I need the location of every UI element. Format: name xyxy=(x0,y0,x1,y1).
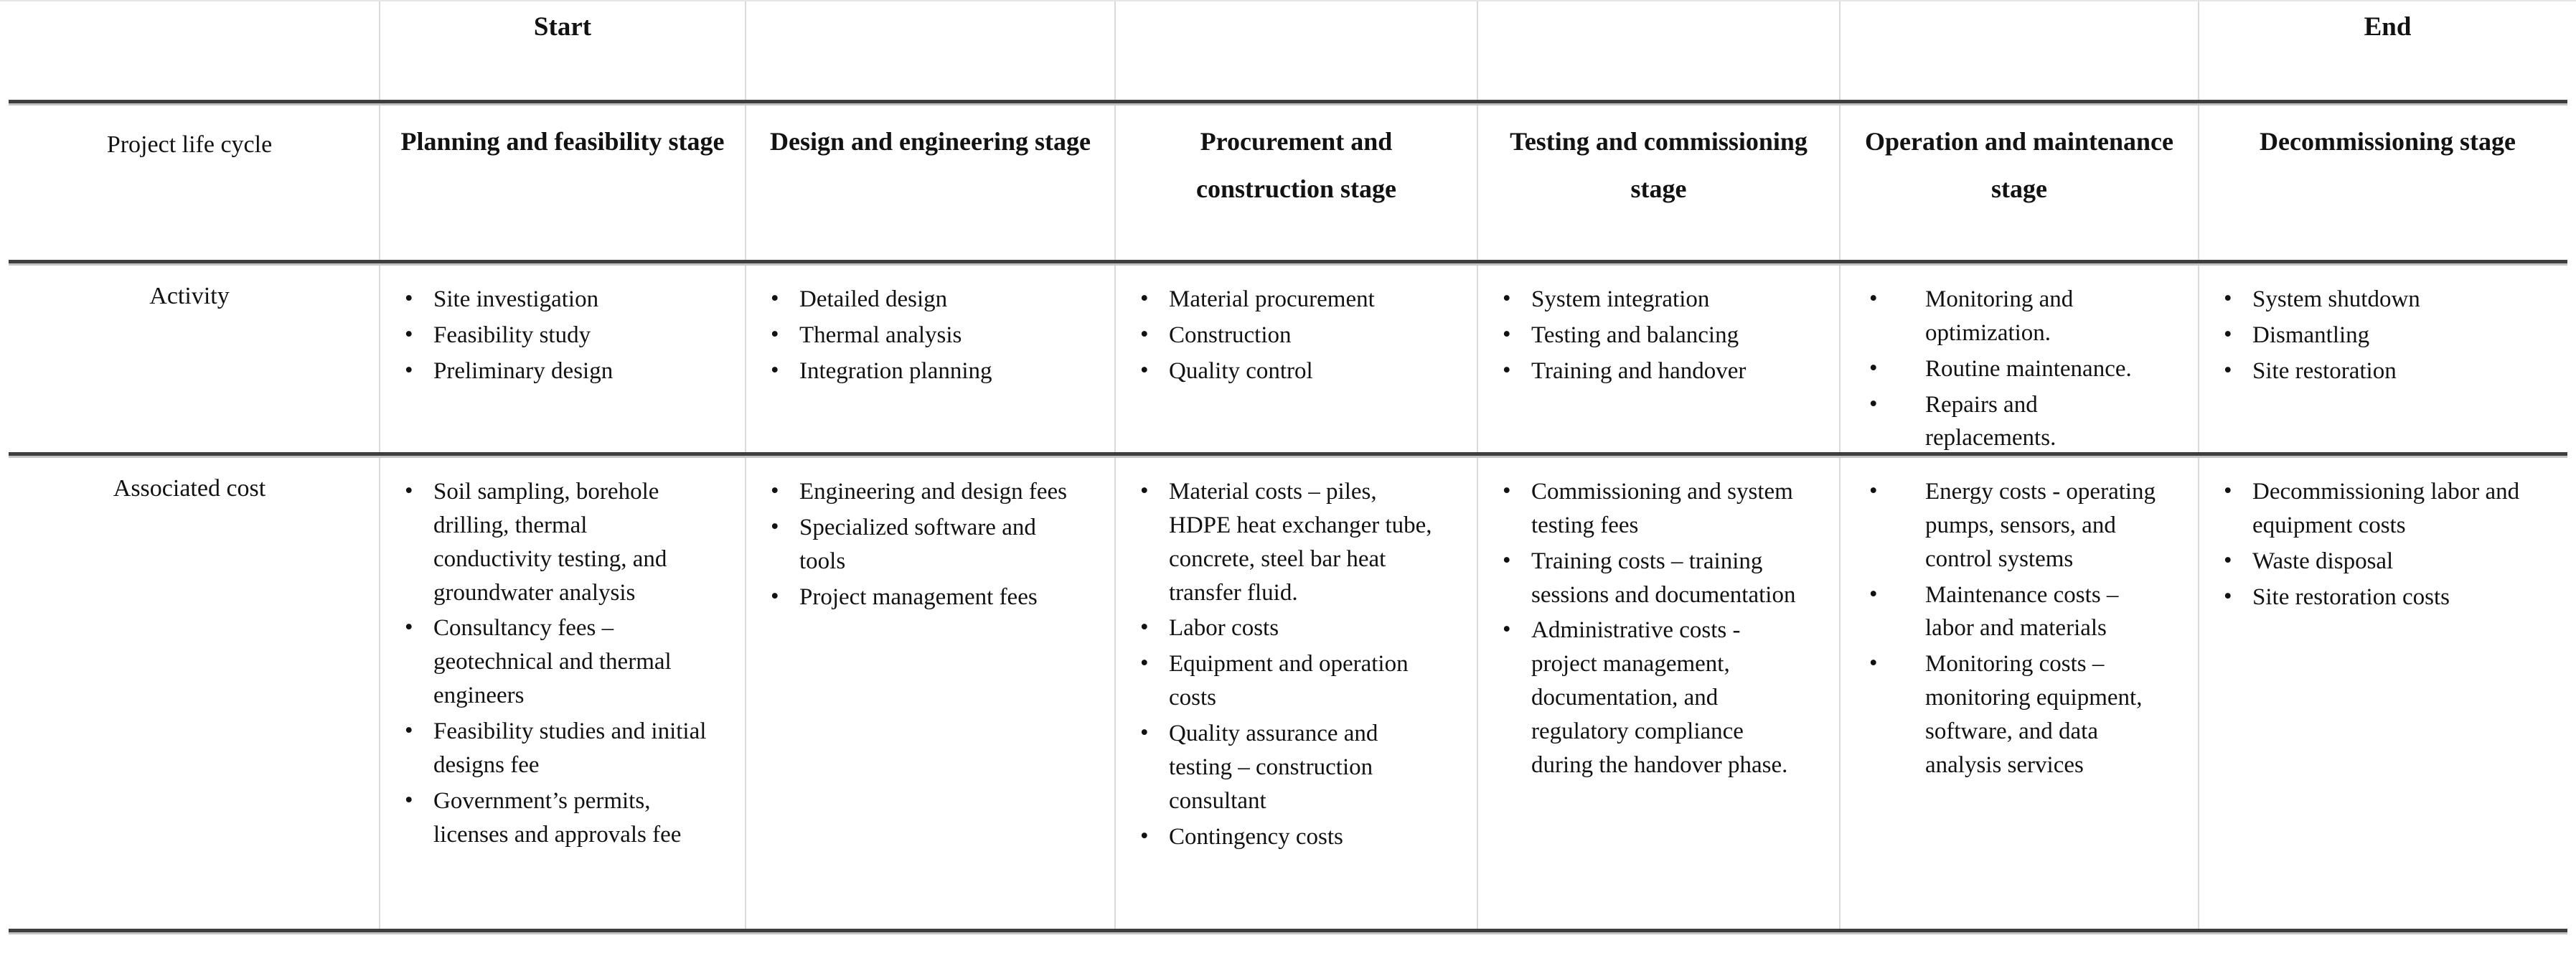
stage-header-planning: Planning and feasibility stage xyxy=(380,106,746,260)
spacer-cell xyxy=(1116,1,1478,100)
stage-header-testing: Testing and commissioning stage xyxy=(1478,106,1841,260)
bullet-item: • Integration planning xyxy=(763,355,1077,388)
flow-start-cell xyxy=(380,1,746,100)
stage-header-decommissioning: Decommissioning stage xyxy=(2260,127,2516,156)
bullet-item: • Material procurement xyxy=(1133,283,1439,317)
horizontal-rule xyxy=(9,929,2567,934)
spacer-cell xyxy=(746,1,1116,100)
cost-cell-planning xyxy=(380,458,746,929)
row-header-project-life-cycle: Project life cycle xyxy=(0,106,380,260)
spacer-cell xyxy=(0,1,380,100)
cost-cell-design xyxy=(746,458,1116,929)
activity-cell-operation xyxy=(1841,266,2199,452)
activity-cell-testing xyxy=(1478,266,1841,452)
horizontal-rule xyxy=(9,100,2567,106)
bullet-item: • Testing and balancing xyxy=(1495,319,1802,352)
bullet-item: • Repairs and replacements. xyxy=(1858,388,2161,452)
bullet-item: • Contingency costs xyxy=(1133,820,1439,854)
cost-cell-decommissioning xyxy=(2199,458,2576,929)
flow-start-label: Start xyxy=(533,12,592,42)
stage-header-procurement: Procurement and construction stage xyxy=(1116,106,1478,260)
bullet-item: • Monitoring and optimization. xyxy=(1858,283,2161,350)
activity-cell-procurement xyxy=(1116,266,1478,452)
flow-end-cell xyxy=(2199,1,2576,100)
bullet-item: • Thermal analysis xyxy=(763,319,1077,352)
bullet-item: • Detailed design xyxy=(763,283,1077,317)
bullet-item: • System integration xyxy=(1495,283,1802,317)
bullet-item: • Material costs – piles, HDPE heat exchanger tube, concrete, steel bar heat transfer fluid. xyxy=(1133,475,1439,609)
bullet-item: • Site restoration xyxy=(2217,355,2539,388)
bullet-item: • Site investigation xyxy=(398,283,708,317)
bullet-item: • Feasibility study xyxy=(398,319,708,352)
bullet-item: • Equipment and operation costs xyxy=(1133,647,1439,715)
activity-cell-design xyxy=(746,266,1116,452)
activity-cell-planning xyxy=(380,266,746,452)
bullet-item: • Energy costs - operating pumps, sensors, and control systems xyxy=(1858,475,2161,576)
bullet-item: • Waste disposal xyxy=(2217,545,2539,578)
bullet-item: • Consultancy fees – geotechnical and thermal engineers xyxy=(398,611,708,713)
bullet-item: • Maintenance costs – labor and materials xyxy=(1858,578,2161,646)
horizontal-rule xyxy=(9,260,2567,266)
bullet-item: • Quality control xyxy=(1133,355,1439,388)
bullet-item: • Labor costs xyxy=(1133,611,1439,645)
spacer-cell xyxy=(1841,1,2199,100)
activity-cell-decommissioning xyxy=(2199,266,2576,452)
bullet-item: • Preliminary design xyxy=(398,355,708,388)
cost-cell-procurement xyxy=(1116,458,1478,929)
bullet-item: • Engineering and design fees xyxy=(763,475,1077,509)
bullet-item: • Administrative costs - project management, documentation, and regulatory compliance during the handover phase. xyxy=(1495,614,1802,782)
horizontal-rule xyxy=(9,452,2567,458)
bullet-item: • Feasibility studies and initial designs fee xyxy=(398,715,708,782)
bullet-item: • Training costs – training sessions and documentation xyxy=(1495,545,1802,612)
row-header-associated-cost: Associated cost xyxy=(0,458,380,929)
bullet-item: • Specialized software and tools xyxy=(763,511,1077,578)
bullet-item: • Monitoring costs – monitoring equipment, software, and data analysis services xyxy=(1858,647,2161,782)
bullet-item: • Decommissioning labor and equipment costs xyxy=(2217,475,2539,543)
bullet-item: • Soil sampling, borehole drilling, thermal conductivity testing, and groundwater analysis xyxy=(398,475,708,609)
stage-header-design: Design and engineering stage xyxy=(746,106,1116,260)
stage-header-operation: Operation and maintenance stage xyxy=(1841,106,2199,260)
row-header-activity: Activity xyxy=(0,266,380,452)
bullet-item: • Training and handover xyxy=(1495,355,1802,388)
bullet-item: • Commissioning and system testing fees xyxy=(1495,475,1802,543)
bullet-item: • Project management fees xyxy=(763,581,1077,614)
cost-cell-testing xyxy=(1478,458,1841,929)
bullet-item: • Routine maintenance. xyxy=(1858,352,2161,386)
spacer-cell xyxy=(1478,1,1841,100)
bullet-item: • Quality assurance and testing – construction consultant xyxy=(1133,717,1439,818)
cost-cell-operation xyxy=(1841,458,2199,929)
flow-end-label: End xyxy=(2364,12,2412,42)
bullet-item: • Construction xyxy=(1133,319,1439,352)
bullet-item: • System shutdown xyxy=(2217,283,2539,317)
bullet-item: • Government’s permits, licenses and approvals fee xyxy=(398,784,708,852)
bullet-item: • Dismantling xyxy=(2217,319,2539,352)
bullet-item: • Site restoration costs xyxy=(2217,581,2539,614)
